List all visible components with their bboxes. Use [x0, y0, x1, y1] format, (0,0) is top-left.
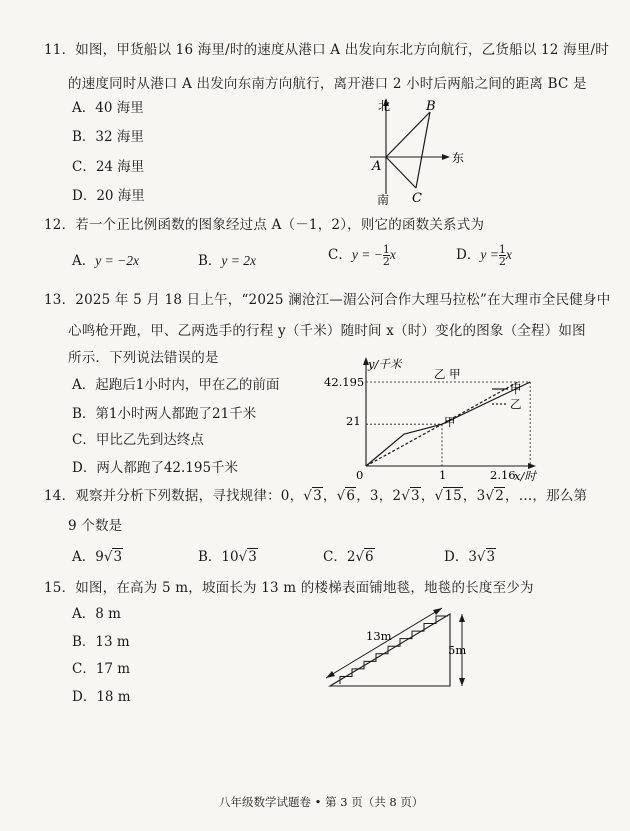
- stair-steps: [340, 616, 448, 684]
- q12-c-denominator: 2: [382, 255, 390, 268]
- height-arrow-top: [459, 614, 465, 622]
- q15-stem: 15．如图，在高为 5 m，坡面长为 13 m 的楼梯表面铺地毯，地毯的长度至少为: [44, 580, 534, 596]
- q13-option-b: B．第1小时两人都跑了21千米: [72, 406, 257, 422]
- q12-option-b: [198, 249, 256, 269]
- y-tick-42195: 42.195: [324, 375, 365, 389]
- q12-option-c-fraction: [383, 244, 390, 267]
- q11-option-c: C．24 海里: [72, 159, 145, 175]
- q12-option-b-expr: y = 2x: [221, 253, 257, 268]
- height-arrow-bottom: [459, 678, 465, 686]
- q12-option-c-label: C．: [328, 247, 352, 263]
- q14-term-3sqrt2: 3√2: [476, 488, 505, 504]
- q12-option-a-label: A．: [72, 253, 96, 269]
- q14-term-sqrt3: √3: [303, 488, 322, 504]
- q12-option-c-pre: y = −: [351, 247, 383, 262]
- q13-distance-time-chart: [318, 354, 548, 484]
- q12-option-d-label: D．: [456, 247, 481, 263]
- q15-staircase-figure: [318, 604, 478, 694]
- q14-line2: 9 个数是: [68, 518, 123, 534]
- legend-yi: 乙: [510, 397, 522, 411]
- q12-option-a-expr: y = −2x: [95, 253, 139, 268]
- q11-compass-figure: [360, 94, 470, 206]
- q12-option-d: [456, 243, 512, 267]
- y-axis-label: y/千米: [368, 357, 402, 371]
- q12-d-numerator: 1: [498, 243, 506, 256]
- q13-option-c: C．甲比乙先到达终点: [72, 432, 204, 448]
- q12-stem: 12．若一个正比例函数的图象经过点 A（－1，2），则它的函数关系式为: [44, 217, 485, 233]
- slope-arrow-bottom: [326, 671, 335, 678]
- q12-option-a: [72, 249, 139, 269]
- height-label: 5m: [448, 643, 467, 657]
- q14-option-c: C．2√6: [323, 549, 374, 565]
- q14-line1-prefix: 14．观察并分析下列数据，寻找规律：0，: [44, 488, 304, 504]
- q11-line1: 11．如图，甲货船以 16 海里/时的速度从港口 A 出发向东北方向航行，乙货船以 12 海里/时: [44, 42, 609, 58]
- x-tick-216: 2.16: [490, 468, 516, 482]
- q15-option-d: D．18 m: [72, 689, 131, 705]
- q12-option-c-post: x: [389, 247, 396, 262]
- q15-option-c: C．17 m: [72, 661, 131, 677]
- slope-length-line: [326, 608, 442, 678]
- q13-option-a: A．起跑后1小时内，甲在乙的前面: [72, 377, 280, 393]
- q12-c-numerator: 1: [382, 243, 390, 256]
- y-tick-21: 21: [346, 414, 361, 428]
- q13-option-d: D．两人都跑了42.195千米: [72, 460, 239, 476]
- x-axis-label: x/时: [514, 469, 536, 483]
- curve-label-mid: 甲: [444, 415, 456, 429]
- q12-d-denominator: 2: [498, 255, 506, 268]
- q12-option-c: [328, 243, 396, 267]
- page-footer: 八年级数学试题卷 • 第 3 页（共 8 页）: [219, 795, 424, 809]
- south-label: 南: [377, 193, 390, 206]
- q12-option-d-post: x: [505, 247, 512, 262]
- q11-line2: 的速度同时从港口 A 出发向东南方向航行，离开港口 2 小时后两船之间的距离 BC 是: [68, 76, 587, 92]
- x-tick-0: 0: [356, 468, 364, 482]
- point-a-label: A: [372, 159, 382, 174]
- q12-option-d-fraction: [499, 244, 506, 267]
- q14-line1: 14．观察并分析下列数据，寻找规律：0，√3，√6，3，2√3，√15，3√2，…，那么第: [44, 488, 588, 504]
- slope-triangle: [330, 614, 450, 686]
- q14-term-sqrt6: √6: [336, 488, 356, 504]
- q14-term-2sqrt3: 2√3: [392, 488, 420, 504]
- q14-option-b: B．10√3: [198, 549, 257, 565]
- legend-jia: 甲: [510, 382, 522, 396]
- q14-term-3: 3: [369, 488, 379, 504]
- q12-option-d-pre: y =: [480, 247, 499, 262]
- q15-option-b: B．13 m: [72, 634, 130, 650]
- x-tick-1: 1: [439, 468, 447, 482]
- q14-option-a: A．9√3: [72, 549, 123, 565]
- north-label: 北: [378, 99, 391, 113]
- q14-term-sqrt15: √15: [434, 488, 462, 504]
- q13-line1: 13．2025 年 5 月 18 日上午，“2025 澜沧江—湄公河合作大理马拉松”在大理市全民健身中: [44, 292, 611, 308]
- q14-option-d: D．3√3: [444, 549, 496, 565]
- east-label: 东: [452, 151, 465, 165]
- q12-option-b-label: B．: [198, 253, 222, 269]
- slope-length-label: 13m: [366, 629, 392, 643]
- q11-option-d: D．20 海里: [72, 188, 145, 204]
- q14-line1-suffix: ，…，那么第: [505, 488, 588, 504]
- q11-option-a: A．40 海里: [72, 100, 144, 116]
- q11-option-b: B．32 海里: [72, 129, 144, 145]
- point-b-label: B: [426, 99, 436, 114]
- point-c-label: C: [412, 191, 422, 206]
- q13-line2: 心鸣枪开跑，甲、乙两选手的行程 y（千米）随时间 x（时）变化的图象（全程）如图: [68, 323, 586, 339]
- q15-option-a: A．8 m: [72, 606, 121, 622]
- slope-arrow-top: [433, 608, 442, 615]
- q13-line3: 所示．下列说法错误的是: [68, 350, 219, 366]
- curve-label-top: 乙 甲: [434, 367, 461, 381]
